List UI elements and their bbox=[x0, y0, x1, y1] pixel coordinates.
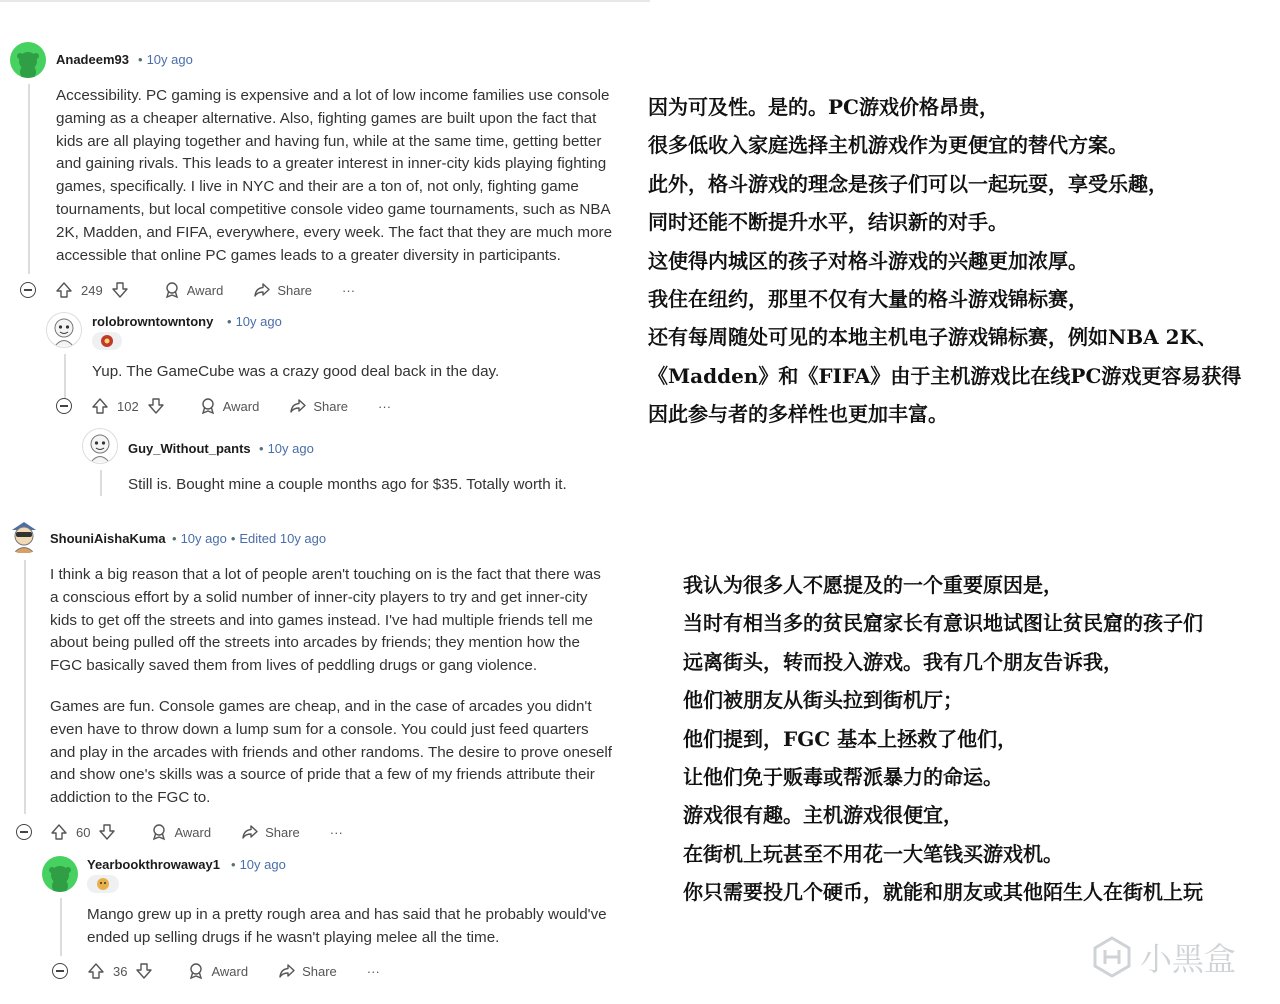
more-options-button[interactable] bbox=[342, 283, 355, 298]
translation-line: 这使得内城区的孩子对格斗游戏的兴趣更加浓厚。 bbox=[648, 248, 1088, 273]
translation-line: 让他们免于贩毒或帮派暴力的命运。 bbox=[683, 765, 1003, 789]
snoo-avatar-icon bbox=[42, 856, 78, 892]
award-icon bbox=[163, 281, 181, 299]
translation-line: 因为可及性。是的。PC游戏价格昂贵， bbox=[648, 95, 999, 119]
text-line: addiction to the FGC to. bbox=[50, 789, 211, 807]
snoo-avatar-icon bbox=[83, 429, 117, 463]
flair-emoji-icon bbox=[96, 877, 110, 891]
text-line: and show one's skills was a source of pride that a few of my friends attribute their bbox=[50, 766, 595, 784]
comment-username[interactable]: Yearbookthrowaway1 bbox=[87, 857, 220, 872]
thread-line bbox=[24, 560, 26, 814]
thread-line bbox=[28, 84, 30, 274]
text-line: games, specifically. I live in NYC and their are a ton of, not only, fighting game bbox=[56, 178, 579, 196]
share-icon bbox=[278, 962, 296, 980]
award-button[interactable] bbox=[187, 962, 248, 980]
more-options-button[interactable] bbox=[330, 825, 343, 840]
text-line: kids are all playing together and having fun, while at the same time, getting better bbox=[56, 132, 602, 150]
user-flair bbox=[87, 875, 119, 893]
text-line: Mango grew up in a pretty rough area and has said that he probably would've bbox=[87, 906, 607, 923]
text-line: and play in the arcades with friends and other randoms. The desire to prove oneself bbox=[50, 743, 612, 761]
comment-username[interactable]: ShouniAishaKuma bbox=[50, 531, 166, 546]
award-label: Award bbox=[211, 963, 249, 979]
comment-username[interactable]: Anadeem93 bbox=[56, 52, 129, 67]
translation-line: 我住在纽约，那里不仅有大量的格斗游戏锦标赛， bbox=[648, 287, 1088, 311]
comment-time: • 10y ago bbox=[259, 441, 314, 456]
text-line: even have to throw down a lump sum for a console. You could just feed quarters bbox=[50, 720, 589, 738]
translation-line: 你只需要投几个硬币，就能和朋友或其他陌生人在街机上玩 bbox=[683, 880, 1203, 905]
translation-line: 此外，格斗游戏的理念是孩子们可以一起玩耍，享受乐趣， bbox=[648, 171, 1168, 196]
vote-controls bbox=[87, 962, 153, 980]
snoo-avatar-icon bbox=[10, 42, 46, 78]
text-line: kids to get off the streets and into games instead. I've had multiple friends tell me bbox=[50, 611, 593, 629]
text-line: I think a big reason that a lot of people aren't touching on is the fact that there was bbox=[50, 566, 601, 583]
divider bbox=[0, 0, 650, 2]
text-line: about being pulled off the streets into arcades by friends; they mention how the bbox=[50, 634, 580, 652]
translation-line: 当时有相当多的贫民窟家长有意识地试图让贫民窟的孩子们 bbox=[683, 611, 1203, 636]
text-line: 2K, Madden, and FIFA, everywhere, every week. The fact that they are much more bbox=[56, 223, 613, 241]
text-line: and gaining rivals. This leads to a greater interest in inner-city kids playing fighting bbox=[56, 155, 607, 173]
share-label: Share bbox=[313, 398, 349, 414]
share-button[interactable] bbox=[241, 823, 300, 841]
comment-time: • 10y ago bbox=[231, 857, 286, 872]
snoo-avatar-icon bbox=[6, 518, 42, 554]
comment-actions bbox=[50, 820, 373, 844]
snoo-avatar-icon bbox=[47, 313, 81, 347]
award-label: Award bbox=[222, 398, 260, 414]
more-icon: ··· bbox=[366, 963, 380, 979]
translation-line: 我认为很多人不愿提及的一个重要原因是， bbox=[683, 573, 1063, 597]
avatar[interactable] bbox=[82, 428, 118, 464]
comment-actions bbox=[91, 394, 421, 418]
share-icon bbox=[289, 397, 307, 415]
share-button[interactable] bbox=[289, 397, 348, 415]
comment-actions bbox=[87, 959, 410, 983]
award-button[interactable] bbox=[150, 823, 211, 841]
downvote-icon[interactable] bbox=[147, 397, 165, 415]
comment-username[interactable]: rolobrowntowntony bbox=[92, 314, 214, 329]
reddit-thread-panel-2 bbox=[0, 500, 675, 1004]
vote-count: 60 bbox=[76, 824, 91, 840]
translation-line: 因此参与者的多样性也更加丰富。 bbox=[648, 402, 948, 427]
translation-line: 他们提到，FGC 基本上拯救了他们， bbox=[683, 726, 1018, 751]
vote-count: 102 bbox=[117, 398, 139, 414]
comment-paragraph bbox=[50, 564, 650, 678]
more-options-button[interactable] bbox=[378, 399, 391, 414]
comment-time: • 10y ago bbox=[138, 52, 193, 67]
text-line: tournaments, but local competitive console video game tournaments, such as NBA bbox=[56, 200, 611, 218]
upvote-icon[interactable] bbox=[50, 823, 68, 841]
watermark-text: 小黑盒 bbox=[1140, 940, 1237, 978]
collapse-thread-button[interactable] bbox=[56, 398, 72, 414]
text-line: Accessibility. PC gaming is expensive and a lot of low income families use console bbox=[56, 87, 610, 104]
text-line: ended up selling drugs if he wasn't playing melee all the time. bbox=[87, 928, 500, 946]
translation-line: 《Madden》和《FIFA》由于主机游戏比在线PC游戏更容易获得 bbox=[648, 363, 1242, 388]
vote-count: 36 bbox=[113, 963, 128, 979]
translation-line: 很多低收入家庭选择主机游戏作为更便宜的替代方案。 bbox=[648, 133, 1128, 158]
comment-body: Yup. The GameCube was a crazy good deal back in the day. bbox=[92, 363, 500, 380]
more-options-button[interactable] bbox=[367, 964, 380, 979]
avatar[interactable] bbox=[42, 856, 78, 892]
thread-connector bbox=[28, 290, 46, 330]
share-label: Share bbox=[277, 282, 313, 298]
translation-line: 同时还能不断提升水平，结识新的对手。 bbox=[648, 210, 1008, 235]
award-icon bbox=[187, 962, 205, 980]
thread-line bbox=[60, 898, 62, 956]
upvote-icon[interactable] bbox=[87, 962, 105, 980]
more-icon: ··· bbox=[378, 398, 392, 414]
comment-time: • 10y ago bbox=[227, 314, 282, 329]
more-icon: ··· bbox=[329, 824, 343, 840]
collapse-thread-button[interactable] bbox=[16, 824, 32, 840]
share-button[interactable] bbox=[253, 281, 312, 299]
thread-line bbox=[100, 470, 102, 496]
comment-username[interactable]: Guy_Without_pants bbox=[128, 441, 251, 456]
reddit-thread-panel-1 bbox=[0, 0, 650, 500]
text-line: a conscious effort by a solid number of inner-city players to try and get inner-city bbox=[50, 588, 588, 606]
thread-line bbox=[64, 354, 66, 398]
translation-line: 在街机上玩甚至不用花一大笔钱买游戏机。 bbox=[683, 841, 1063, 866]
comment-paragraph bbox=[50, 696, 650, 810]
more-icon: ··· bbox=[342, 282, 356, 298]
downvote-icon[interactable] bbox=[98, 823, 116, 841]
text-line: FGC basically saved them from lives of peddling drugs or gang violence. bbox=[50, 657, 538, 675]
comment-body bbox=[56, 85, 646, 267]
user-flair bbox=[92, 332, 122, 350]
avatar[interactable] bbox=[10, 42, 46, 78]
upvote-icon[interactable] bbox=[55, 281, 73, 299]
flair-emoji-icon bbox=[100, 334, 114, 348]
comment-actions bbox=[55, 278, 385, 302]
award-button[interactable] bbox=[199, 397, 260, 415]
upvote-icon[interactable] bbox=[91, 397, 109, 415]
comment-body bbox=[87, 904, 667, 950]
text-line: Games are fun. Console games are cheap, and in the case of arcades you didn't bbox=[50, 697, 592, 715]
translation-line: 他们被朋友从街头拉到街机厅； bbox=[683, 688, 963, 713]
vote-controls bbox=[50, 823, 116, 841]
comment-body bbox=[50, 564, 650, 810]
collapse-thread-button[interactable] bbox=[52, 963, 68, 979]
award-label: Award bbox=[186, 282, 224, 298]
vote-controls bbox=[91, 397, 165, 415]
watermark bbox=[1090, 934, 1236, 980]
share-icon bbox=[253, 281, 271, 299]
avatar[interactable] bbox=[6, 518, 42, 554]
share-label: Share bbox=[265, 824, 300, 840]
edited-label: Edited 10y ago bbox=[239, 531, 327, 546]
vote-count: 249 bbox=[81, 282, 103, 298]
vote-controls bbox=[55, 281, 129, 299]
text-line: accessible that online PC games leads to a greater diversity in participants. bbox=[56, 246, 561, 264]
downvote-icon[interactable] bbox=[135, 962, 153, 980]
translation-line: 游戏很有趣。主机游戏很便宜， bbox=[683, 803, 963, 828]
comment-body: Still is. Bought mine a couple months ago for $35. Totally worth it. bbox=[128, 476, 567, 493]
translation-line: 远离街头，转而投入游戏。我有几个朋友告诉我， bbox=[683, 649, 1123, 674]
text-line: gaming as a cheaper alternative. Also, fighting games are built upon the fact that bbox=[56, 109, 597, 127]
downvote-icon[interactable] bbox=[111, 281, 129, 299]
xiaoheihe-logo-icon bbox=[1090, 935, 1134, 979]
award-icon bbox=[150, 823, 168, 841]
share-button[interactable] bbox=[278, 962, 337, 980]
share-icon bbox=[241, 823, 259, 841]
share-label: Share bbox=[302, 963, 337, 979]
translation-line: 还有每周随处可见的本地主机电子游戏锦标赛，例如NBA 2K、 bbox=[648, 325, 1217, 350]
award-icon bbox=[199, 397, 217, 415]
avatar[interactable] bbox=[46, 312, 82, 348]
award-label: Award bbox=[174, 824, 212, 840]
comment-time: • 10y ago • Edited 10y ago bbox=[172, 531, 327, 546]
award-button[interactable] bbox=[163, 281, 224, 299]
